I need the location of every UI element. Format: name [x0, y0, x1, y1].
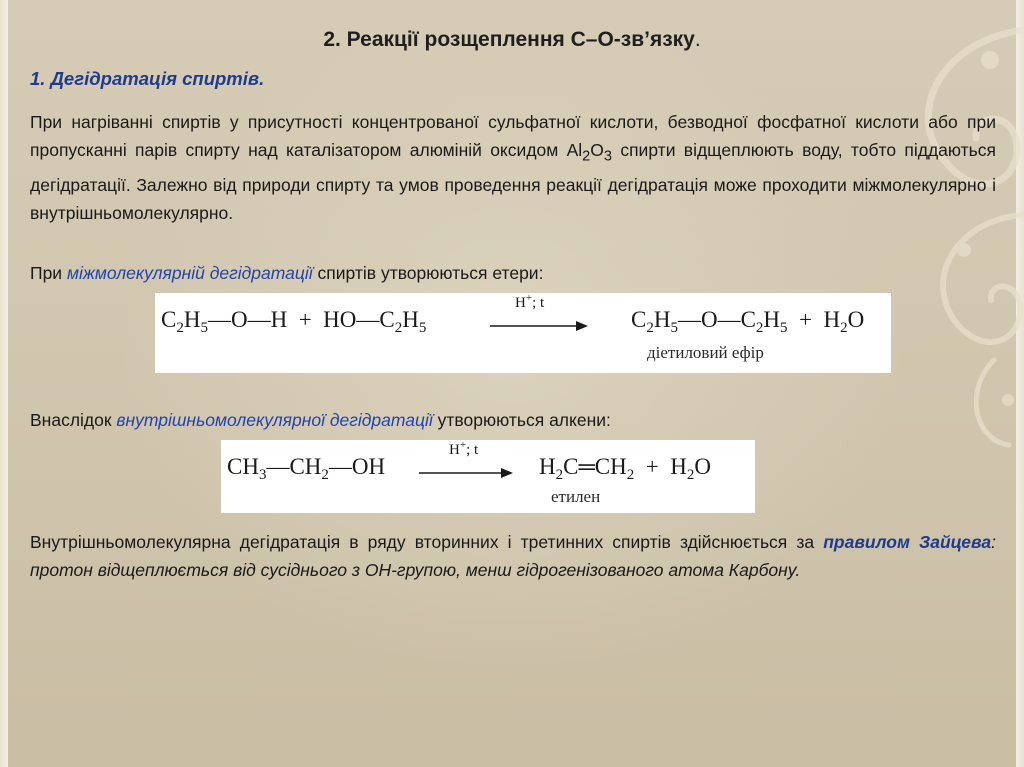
equation-products: $H_2C═CH_2 + H_2O$	[539, 454, 711, 483]
slide-title: 2. Реакції розщеплення С–О-зв’язку.	[323, 28, 701, 51]
paragraph-intermolecular: При міжмолекулярній дегідратації спиртів утворюються етери:	[30, 263, 544, 283]
equation-alkene-formation	[221, 440, 755, 513]
equation-products: $C_2H_5—O—C_2H_5 + H_2O$	[631, 307, 865, 336]
paragraph-intramolecular: Внаслідок внутрішньомолекулярної дегідратації утворюються алкени:	[30, 410, 611, 430]
term-zaitsev-rule: правилом Зайцева	[823, 532, 992, 552]
equation-ether-formation	[155, 293, 891, 373]
section-subtitle: 1. Дегідратація спиртів.	[30, 68, 265, 89]
paragraph-zaitsev-rule: Внутрішньомолекулярна дегідратація в ряду вторинних і третинних спиртів здійснюється за правилом Зайцева: протон відщеплюється від сусіднього з ОН-групою, менш гідрогенізованого атома Карбону.	[30, 532, 996, 580]
equation-reactants: $C_2H_5—O—H$ + $HO—C_2H_5$	[161, 307, 427, 336]
reaction-condition: H+; t	[449, 439, 479, 458]
reaction-arrow-icon	[490, 320, 590, 332]
product-name-diethyl-ether: діетиловий ефір	[647, 343, 764, 362]
equation-reactants: $CH_3—CH_2—OH$	[227, 454, 386, 483]
product-name-ethylene: етилен	[551, 487, 601, 506]
term-intramolecular: внутрішньомолекулярної дегідратації	[116, 410, 433, 430]
slide-frame-left	[0, 0, 8, 767]
term-intermolecular: міжмолекулярній дегідратації	[66, 263, 313, 283]
paragraph-intro: При нагріванні спиртів у присутності концентрованої сульфатної кислоти, безводної фосфатної кислоти або при пропусканні парів спирту над каталізатором алюміній оксидом $Al_2O_3$ спирти відщеплюють воду, тобто піддаються дегідратації. Залежно від природи спирту та умов проведення реакції дегідратація може проходити міжмолекулярно і внутрішньомолекулярно.	[30, 112, 996, 223]
reaction-condition: H+; t	[515, 292, 545, 311]
reaction-arrow-icon	[419, 467, 515, 479]
